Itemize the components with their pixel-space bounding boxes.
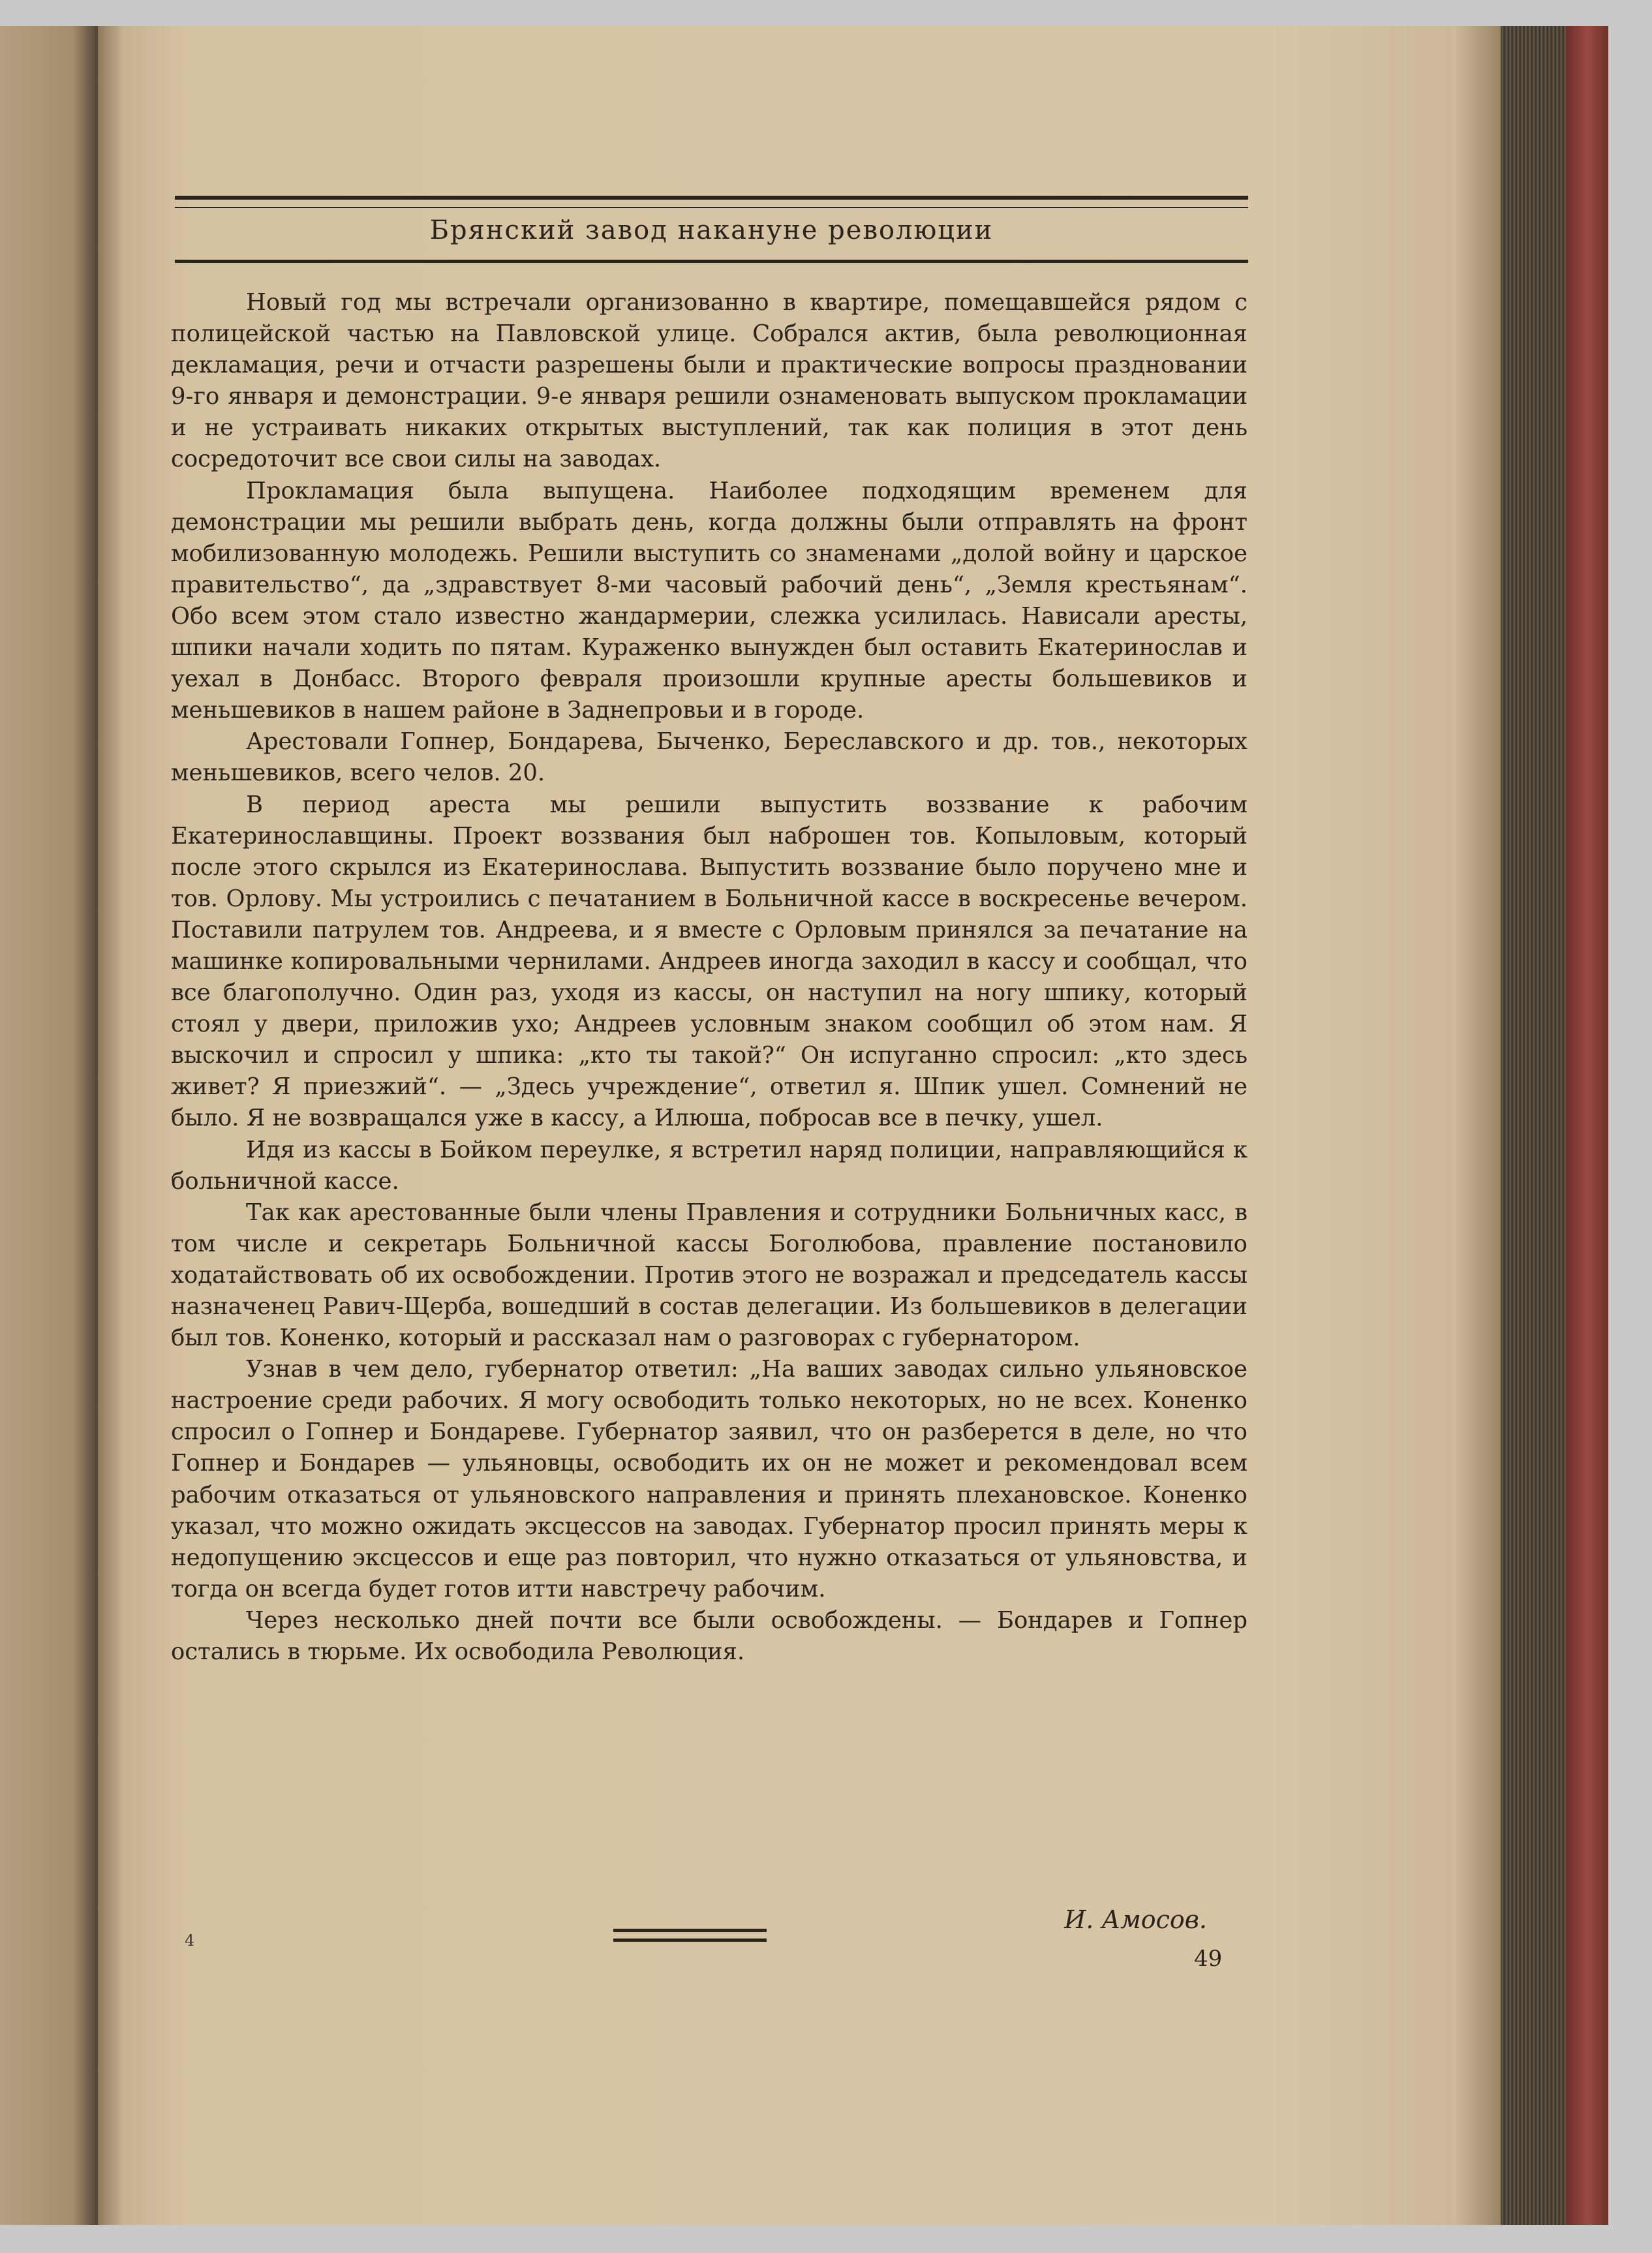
book-cover-edge (1566, 26, 1608, 2225)
header-rule-thin (175, 207, 1248, 208)
header-rule-top (175, 196, 1248, 200)
paragraph: Так как арестованные были члены Правления и сотрудники Больничных касс, в том числе и секретарь Больничной кассы Боголюбова, правление постановило ходатайствовать об их освобождении. Против этого не возражал и председатель кассы назначенец Равич-Щерба, вошедший в состав делегации. Из большевиков в делегации был тов. Коненко, который и рассказал нам о разговорах с губернатором. (171, 1199, 1247, 1352)
paragraph: Арестовали Гопнер, Бондарева, Быченко, Береславского и др. тов., некоторых меньшевиков, всего челов. 20. (171, 728, 1247, 787)
header-rule-bottom (175, 260, 1248, 263)
previous-page-edge (0, 26, 104, 2225)
sheet-mark: 4 (185, 1931, 195, 1950)
author-signature: И. Амосов. (1064, 1905, 1207, 1934)
end-rule-bottom (613, 1939, 767, 1942)
page-number: 49 (1194, 1946, 1223, 1972)
page-stack-edges (1501, 26, 1566, 2225)
paragraph: Идя из кассы в Бойком переулке, я встретил наряд полиции, направляющийся к больничной кассе. (171, 1136, 1247, 1195)
article-body (171, 287, 1247, 1668)
paragraph: В период ареста мы решили выпустить воззвание к рабочим Екатеринославщины. Проект воззвания был наброшен тов. Копыловым, который после этого скрылся из Екатеринослава. Выпустить воззвание было поручено мне и тов. Орлову. Мы устроились с печатанием в Больничной кассе в воскресенье вечером. Поставили патрулем тов. Андреева, и я вместе с Орловым принялся за печатание на машинке копировальными чернилами. Андреев иногда заходил в кассу и сообщал, что все благополучно. Один раз, уходя из кассы, он наступил на ногу шпику, который стоял у двери, приложив ухо; Андреев условным знаком сообщил об этом нам. Я выскочил и спросил у шпика: „кто ты такой?“ Он испуганно спросил: „кто здесь живет? Я приезжий“. — „Здесь учреждение“, ответил я. Шпик ушел. Сомнений не было. Я не возвращался уже в кассу, а Илюша, побросав все в печку, ушел. (171, 791, 1247, 1132)
paragraph: Новый год мы встречали организованно в квартире, помещавшейся рядом с полицейской частью на Павловской улице. Собрался актив, была революционная декламация, речи и отчасти разрешены были и практические вопросы праздновании 9-го января и демонстрации. 9-е января решили ознаменовать выпуском прокламации и не устраивать никаких открытых выступлений, так как полиция в этот день сосредоточит все свои силы на заводах. (171, 289, 1247, 473)
paragraph: Через несколько дней почти все были освобождены. — Бондарев и Гопнер остались в тюрьме. Их освободила Революция. (171, 1606, 1247, 1666)
paragraph: Узнав в чем дело, губернатор ответил: „На ваших заводах сильно ульяновское настроение среди рабочих. Я могу освободить только некоторых, но не всех. Коненко спросил о Гопнер и Бондареве. Губернатор заявил, что он разберется в деле, но что Гопнер и Бондарев — ульяновцы, освободить их он не может и рекомендовал всем рабочим отказаться от ульяновского направления и принять плехановское. Коненко указал, что можно ожидать эксцессов на заводах. Губернатор просил принять меры к недопущению эксцессов и еще раз повторил, что нужно отказаться от ульяновства, и тогда он всегда будет готов итти навстречу рабочим. (171, 1356, 1247, 1602)
running-head: Брянский завод накануне революции (429, 215, 994, 245)
end-rule-top (613, 1929, 767, 1932)
paragraph: Прокламация была выпущена. Наиболее подходящим временем для демонстрации мы решили выбрать день, когда должны были отправлять на фронт мобилизованную молодежь. Решили выступить со знаменами „долой войну и царское правительство“, да „здравствует 8-ми часовый рабочий день“, „Земля крестьянам“. Обо всем этом стало известно жандармерии, слежка усилилась. Нависали аресты, шпики начали ходить по пятам. Кураженко вынужден был оставить Екатеринослав и уехал в Донбасс. Второго февраля произошли крупные аресты большевиков и меньшевиков в нашем районе в Заднепровьи и в городе. (171, 477, 1247, 724)
